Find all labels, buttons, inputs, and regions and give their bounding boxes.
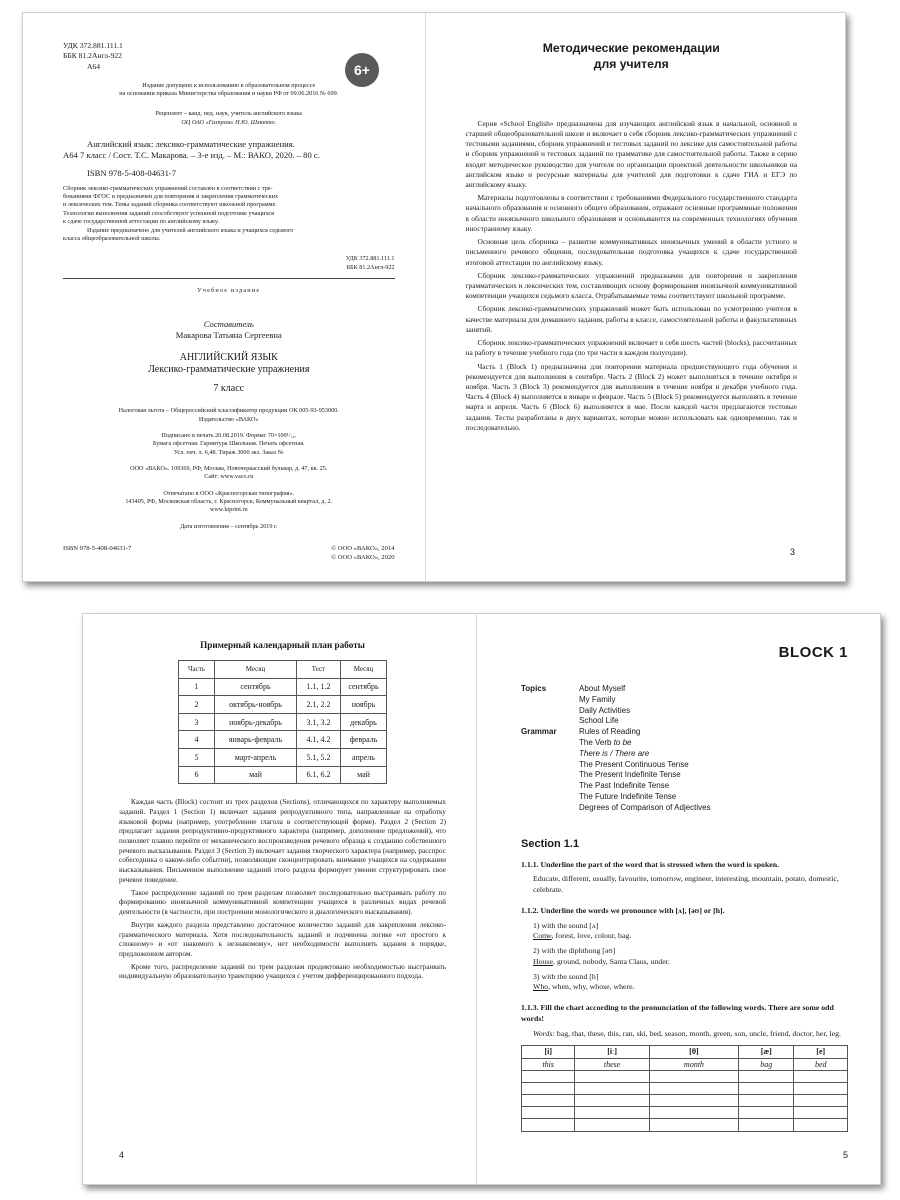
table-row[interactable] <box>522 1119 848 1131</box>
grammar-label: Grammar <box>521 727 557 737</box>
page-number: 3 <box>789 547 795 557</box>
paragraph: Внутри каждого раздела представлено достаточное количество заданий для закрепления лексико-грамматического материала. Хотя последовательность заданий и подчинена логике «от простого к сложному» и «от знакомого к незнакомому», нет необходимости выполнять задания в порядке, предложенном автором. <box>119 920 446 958</box>
page-title: Примерный календарный план работы <box>200 640 365 650</box>
printer-info: Отпечатано в ООО «Красногорская типография». 143405, РФ, Московская область, г. Красногорск, Коммунальный квартал, д. 2. www.ktprint.ru <box>125 489 333 514</box>
table-cell: ноябрь <box>341 696 387 714</box>
grammar-items: Rules of Reading The Verb to be There is / There are The Present Continuous Tense The Present Indefinite Tense The Past Indefinite Tense The Future Indefinite Tense Degrees of Comparison of Adjectives <box>579 727 711 812</box>
grade: 7 класс <box>213 382 245 394</box>
table-cell: февраль <box>341 731 387 749</box>
reviewer-text: Рецензент – канд. пед. наук, учитель английского языка ОЦ ОАО «Газпром» Н.Ю. Шматкo. <box>155 110 302 126</box>
spread-bottom <box>82 613 881 1185</box>
table-row: this these month bag bed <box>522 1058 848 1070</box>
book-subtitle: Лексико-грамматические упражнения <box>148 364 310 376</box>
table-cell: 4.1, 4.2 <box>297 731 341 749</box>
paragraph: Материалы подготовлены в соответствии с требованиями Федерального государственного стандарта начального образования и основного общего образования, отражают основные программные положения в области иноязычного школьного образования и основываются на современных технологиях обучения иностранному языку. <box>465 193 797 233</box>
block-page <box>477 614 880 1184</box>
topics-items: About Myself My Family Daily Activities School Life <box>579 684 631 726</box>
udk-code: УДК 372.881.111.1 <box>63 41 123 50</box>
section-title: Section 1.1 <box>521 837 580 850</box>
paragraph: Серия «School English» предназначена для изучающих английский язык в начальной, основной и старшей общеобразовательной школе и включает в себя сборник лексико-грамматических упражнений с тестовыми заданиями, сборник упражнений и тестовых заданий по лексике для самостоятельной работы и сборник упражнений и тестовых заданий по грамматике для самостоятельной работы. Также в серию входят методическое руководство для учителя по организации проектной деятельности школьников на английском языке и ресурсные материалы для учителей для подготовки к сдаче ГИА и ЕГЭ по английскому языку. <box>465 118 797 190</box>
page-title: Методические рекомендации для учителя <box>542 41 720 71</box>
paragraph: Сборник лексико-грамматических упражнений может быть использован по усмотрению учителя в качестве материала для домашнего задания, работы в классе, самостоятельной работы и факультативных занятий. <box>465 304 797 334</box>
table-cell: 1.1, 1.2 <box>297 678 341 696</box>
methodical-page <box>426 13 846 581</box>
table-cell: сентябрь <box>341 678 387 696</box>
table-cell: 6.1, 6.2 <box>297 766 341 784</box>
book-title: АНГЛИЙСКИЙ ЯЗЫК <box>179 351 278 363</box>
table-cell: 4 <box>179 731 215 749</box>
codes-repeat: УДК 372.881.111.1 ББК 81.2Англ-922 <box>345 255 395 271</box>
imprint-footer: ISBN 978-5-408-04631-7 © ООО «ВАКО», 2014 © ООО «ВАКО», 2020 <box>63 545 395 561</box>
table-row[interactable] <box>522 1095 848 1107</box>
table-cell: 2.1, 2.2 <box>297 696 341 714</box>
made-date: Дата изготовления – сентябрь 2019 г. <box>180 522 278 530</box>
paragraph: Кроме того, распределение заданий по трем разделам продиктовано необходимостью выстраивать индивидуальную образовательную траекторию учащихся с учетом дифференцированного подхода. <box>119 962 446 981</box>
table-cell: 5 <box>179 748 215 766</box>
table-row[interactable] <box>522 1082 848 1094</box>
print-info: Подписано в печать 20.08.2019. Формат 70×100¹/₁₆. Бумага офсетная. Гарнитура Школьная. Печать офсетная. Усл. печ. л. 6,48. Тираж 3000 экз. Заказ № <box>152 431 305 456</box>
divider <box>63 278 395 279</box>
table-cell: сентябрь <box>215 678 297 696</box>
table-row <box>179 713 387 731</box>
block-title: BLOCK 1 <box>778 644 848 661</box>
bbk-code: ББК 81.2Англ-922 <box>63 51 122 61</box>
compiler-name: Макарова Татьяна Сергеевна <box>175 330 282 341</box>
table-cell: апрель <box>341 748 387 766</box>
tax-info: Налоговая льгота – Общероссийский классификатор продукции ОК 005-93-953000. Издательство «ВАКО» <box>118 407 339 423</box>
table-cell: май <box>215 766 297 784</box>
exercise-1-1-1: 1.1.1. Underline the part of the word that is stressed when the word is spoken. Educate, different, usually, favourite, tomorrow, engineer, interesting, mountain, potato, domestic, celebrate. <box>521 859 839 895</box>
table-cell: 2 <box>179 696 215 714</box>
age-rating-badge: 6+ <box>345 53 379 87</box>
paragraph: Каждая часть (Block) состоит из трех разделов (Sections), отличающихся по характеру выполняемых заданий. Раздел 1 (Section 1) включает задания репродуктивного типа, направленные на отработку языковой формы (например, употребление глагола в соответствующей форме). Раздел 2 (Section 2) предлагает задания репродуктивно-продуктивного характера (например, дополнение предложений), что позволяет плавно перейти от механического воспроизведения речевого образца к созданию собственного речевого высказывания. Раздел 3 (Section 3) включает задания творческого характера (например, расспрос собеседника о каком-либо событии), позволяющие сконцентрировать внимание учащихся на содержании высказывания. Письменное выполнение заданий этого раздела формирует умение структурировать свое речевое поведение. <box>119 798 446 884</box>
table-cell: ноябрь-декабрь <box>215 713 297 731</box>
paragraph: Такое распределение заданий по трем разделам позволяет последовательно выстраивать работу по формированию иноязычной коммуникативной компетенции учащихся в различных видах речевой деятельности (в частности, при построении монологического и диалогического высказывания). <box>119 888 446 917</box>
imprint-page <box>23 13 426 581</box>
bibliographic-record: Английский язык: лексико-грамматические упражнения. А64 7 класс / Сост. Т.С. Макарова. – 3-е изд. – М.: ВАКО, 2020. – 80 с. ISBN 978-5-408-04631-7 Сборник лексико-грамматических упражнений составлен в соответствии с тре- бованиями ФГОС и предназначен для повторения и закрепления грамматических и лексических тем. Темы заданий сборника соответствуют школьной программе. Технологии выполнения заданий способствуют успешной подготовке учащихся к сдаче государственной аттестации по английскому языку. Издание предназначено для учителей английского языка и учащихся седьмого класса общеобразовательной школы. <box>63 139 395 243</box>
table-cell: март-апрель <box>215 748 297 766</box>
permit-text: Издание допущено к использованию в образовательном процессе на основании приказа Министерства образования и науки РФ от 09.06.2016 № 699. <box>119 81 339 98</box>
compiler-label: Составитель <box>203 319 254 330</box>
table-cell: 1 <box>179 678 215 696</box>
calendar-page <box>83 614 477 1184</box>
paragraph: Часть 1 (Block 1) предназначена для повторения материала предшествующего года обучения и рекомендуется для выполнения в сентябре. Часть 2 (Block 2) может выполняться в течение октября и ноября. Часть 3 (Block 3) рекомендуется для выполнения в течение ноября и декабря учебного года. Часть 4 (Block 4) выполняется в январе и феврале. Часть 5 (Block 5) рекомендуется выполнять в течение марта и апреля. Часть 6 (Block 6) выполняется в мае. После каждой части предлагаются тестовые задания. Тесты разработаны в двух вариантах, которые можно использовать как одновременно, так и последовательно. <box>465 361 797 432</box>
table-row <box>179 766 387 784</box>
page-number: 4 <box>119 1150 125 1160</box>
topics-grammar-list <box>521 684 848 814</box>
spread-top <box>22 12 846 582</box>
isbn: ISBN 978-5-408-04631-7 <box>87 167 177 178</box>
table-row[interactable] <box>522 1107 848 1119</box>
table-header-row: Часть Месяц Тест Месяц <box>179 661 387 679</box>
table-cell: январь-февраль <box>215 731 297 749</box>
table-row[interactable] <box>522 1070 848 1082</box>
table-cell: 6 <box>179 766 215 784</box>
table-cell: 3.1, 3.2 <box>297 713 341 731</box>
abstract: Сборник лексико-грамматических упражнений составлен в соответствии с тре- бованиями ФГОС и предназначен для повторения и закрепления грамматических и лексических тем. Темы заданий сборника соответствуют школьной программе. Технологии выполнения заданий способствуют успешной подготовке учащихся к сдаче государственной аттестации по английскому языку. Издание предназначено для учителей английского языка и учащихся седьмого класса общеобразовательной школы. <box>63 184 294 242</box>
paragraph: Сборник лексико-грамматических упражнений предназначен для повторения и закрепления грамматических и лексических тем, составляющих основу формирования иноязычной коммуникативной компетенции учащихся седьмого класса. Отрабатываемые темы соответствуют школьной программе. <box>465 270 797 301</box>
exercise-1-1-3: 1.1.3. Fill the chart according to the pronunciation of the following words. There are some odd words! Words: bag, that, these, this, ran, ski, bed, season, month, green, son, uncle, friend, doctor, her, leg. [i] [iː] [θ] [æ] [e] this these month bag bed <box>521 1003 848 1132</box>
table-cell: декабрь <box>341 713 387 731</box>
table-row <box>179 748 387 766</box>
table-cell: 5.1, 5.2 <box>297 748 341 766</box>
table-row <box>179 696 387 714</box>
table-cell: май <box>341 766 387 784</box>
table-cell: 3 <box>179 713 215 731</box>
topics-label: Topics <box>521 684 547 693</box>
publisher-info: ООО «ВАКО». 109369, РФ, Москва, Новочеркасский бульвар, д. 47, кв. 25. Сайт: www.vaco.ru <box>130 464 328 481</box>
table-row <box>179 731 387 749</box>
author-mark: А64 <box>87 61 101 71</box>
paragraph: Сборник лексико-грамматических упражнений включает в себя шесть частей (blocks), рассчитанных на работу в течение учебного года (по три части в каждом полугодии). <box>465 338 797 358</box>
paragraph: Основная цель сборника – развитие коммуникативных иноязычных умений в области устного и письменного речевого общения, последовательная подготовка учащихся к сдаче государственной итоговой аттестации по английскому языку. <box>465 237 797 267</box>
pronunciation-chart: [i] [iː] [θ] [æ] [e] this these month bag bed <box>521 1045 848 1131</box>
page-number: 5 <box>842 1150 848 1160</box>
edition-type: Учебное издание <box>197 286 261 294</box>
table-row <box>179 678 387 696</box>
calendar-table <box>178 660 387 784</box>
exercise-1-1-2: 1.1.2. Underline the words we pronounce with [ʌ], [əʊ] or [h]. 1) with the sound [ʌ] Come, forest, love, colour, bag. 2) with the diphthong [əʊ] House, ground, nobody, Santa Claus, under. 3) with the sound [h] Who, when, why, whose, where. <box>521 905 725 992</box>
table-cell: октябрь-ноябрь <box>215 696 297 714</box>
